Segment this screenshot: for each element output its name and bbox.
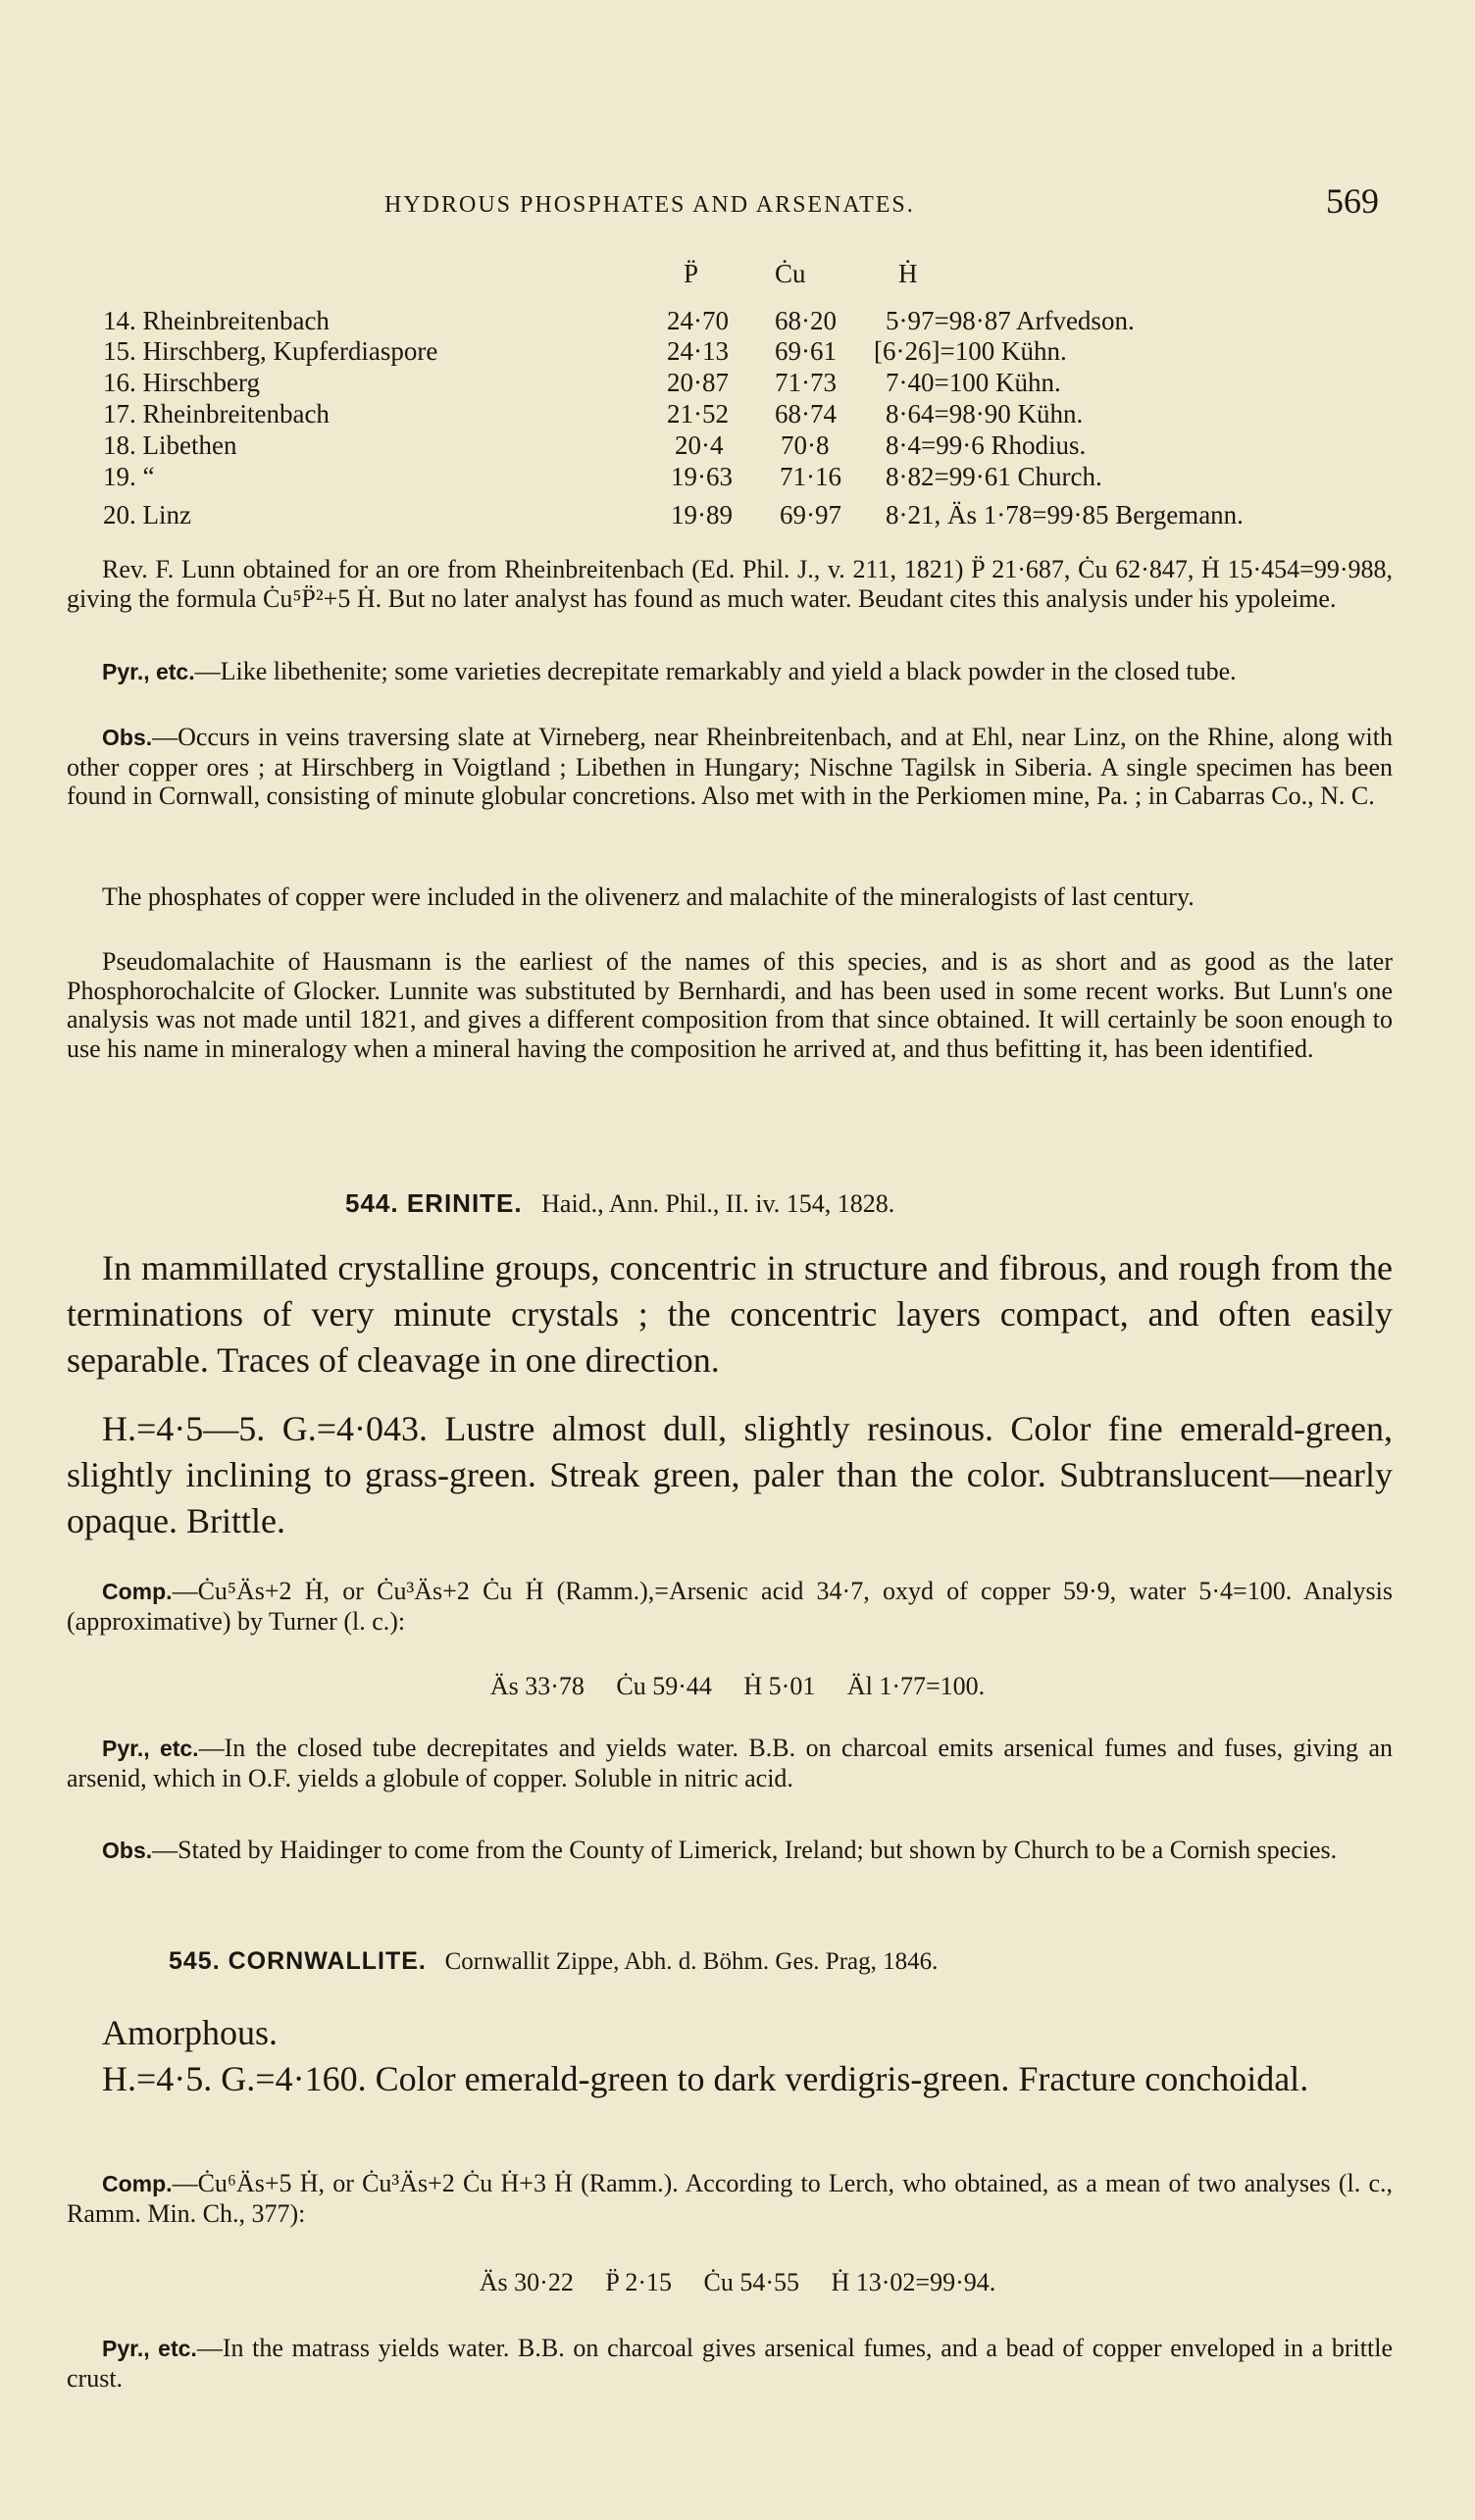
table-row-rest: 8·64=98·90 Kühn. [886, 399, 1084, 428]
erinite-description: In mammillated crystalline groups, concentric in structure and fibrous, and rough from the terminations of very minute crystals ; the concentric layers compact, and often easily separable. Traces of cleavage in one direction. [67, 1248, 1393, 1380]
erinite-obs-paragraph [67, 1836, 1393, 1866]
erinite-reference: Haid., Ann. Phil., II. iv. 154, 1828. [541, 1189, 895, 1218]
cornwallite-comp-text: —Ċu⁶Äs+5 Ḣ, or Ċu³Äs+2 Ċu Ḣ+3 Ḣ (Ramm.). According to Lerch, who obtained, as a mean of two analyses (l. c., Ramm. Min. Ch., 377): [67, 2169, 1393, 2228]
table-row-cu: 71·16 [780, 462, 841, 491]
table-row-cu: 69·61 [775, 336, 837, 366]
erinite-comp-text: —Ċu⁵Äs+2 Ḣ, or Ċu³Äs+2 Ċu Ḣ (Ramm.),=Arsenic acid 34·7, oxyd of copper 59·9, water 5·4=100. Analysis (approximative) by Turner (l. c.): [67, 1577, 1393, 1636]
comp-label: Comp. [102, 2171, 173, 2196]
cornwallite-pyr-text: —In the matrass yields water. B.B. on charcoal gives arsenical fumes, and a bead of copper enveloped in a brittle crust. [67, 2334, 1393, 2393]
table-row-name: 14. Rheinbreitenbach [103, 306, 330, 335]
phosphates-paragraph: The phosphates of copper were included in the olivenerz and malachite of the mineralogists of last century. [102, 882, 1195, 911]
table-row-rest: 5·97=98·87 Arfvedson. [886, 306, 1135, 335]
table-row-rest: 8·4=99·6 Rhodius. [886, 430, 1087, 460]
comp-label: Comp. [102, 1579, 173, 1604]
erinite-properties: H.=4·5—5. G.=4·043. Lustre almost dull, slightly resinous. Color fine emerald-green, slightly inclining to grass-green. Streak green, paler than the color. Subtranslucent—nearly opaque. Brittle. [67, 1409, 1393, 1540]
erinite-title: 544. ERINITE. [345, 1188, 523, 1218]
table-row-cu: 68·20 [775, 306, 837, 335]
table-row-name: 15. Hirschberg, Kupferdiaspore [103, 336, 438, 366]
table-row-name: 17. Rheinbreitenbach [103, 399, 330, 428]
erinite-pyr-text: —In the closed tube decrepitates and yields water. B.B. on charcoal emits arsenical fumes and fuses, giving an arsenid, which in O.F. yields a globule of copper. Soluble in nitric acid. [67, 1734, 1393, 1792]
pyr-paragraph [67, 657, 1393, 687]
cornwallite-composition [67, 2169, 1393, 2228]
column-header-h: Ḣ [898, 259, 918, 288]
cornwallite-properties: H.=4·5. G.=4·160. Color emerald-green to dark verdigris-green. Fracture conchoidal. [102, 2059, 1309, 2098]
table-row-cu: 71·73 [775, 368, 837, 397]
running-title: HYDROUS PHOSPHATES AND ARSENATES. [384, 192, 915, 218]
table-row-rest: 8·21, Äs 1·78=99·85 Bergemann. [886, 500, 1244, 529]
table-row-name: 16. Hirschberg [103, 368, 260, 397]
table-row-rest: [6·26]=100 Kühn. [874, 336, 1067, 366]
table-row-name: 18. Libethen [103, 430, 237, 460]
lunn-paragraph: Rev. F. Lunn obtained for an ore from Rheinbreitenbach (Ed. Phil. J., v. 211, 1821) P̈ 21·687, Ċu 62·847, Ḣ 15·454=99·988, giving the formula Ċu⁵P̈²+5 Ḣ. But no later analyst has found as much water. Beudant cites this analysis under his ypoleime. [67, 555, 1393, 613]
obs-label: Obs. [102, 1838, 153, 1863]
table-row-cu: 70·8 [781, 430, 830, 460]
column-header-p: P̈ [684, 259, 699, 288]
table-row-rest: 8·82=99·61 Church. [886, 462, 1102, 491]
cornwallite-title: 545. CORNWALLITE. [169, 1947, 427, 1975]
obs-label: Obs. [102, 725, 153, 750]
table-row-rest: 7·40=100 Kühn. [886, 368, 1061, 397]
column-header-cu: Ċu [775, 259, 806, 288]
erinite-pyr-paragraph [67, 1734, 1393, 1792]
pyr-label: Pyr., etc. [102, 2336, 197, 2361]
cornwallite-reference: Cornwallit Zippe, Abh. d. Böhm. Ges. Prag, 1846. [444, 1948, 939, 1975]
cornwallite-heading [169, 1947, 938, 1976]
cornwallite-amorphous: Amorphous. [102, 2013, 278, 2052]
cornwallite-analysis: Äs 30·22 P̈ 2·15 Ċu 54·55 Ḣ 13·02=99·94. [479, 2268, 996, 2296]
table-row-p: 24·70 [667, 306, 729, 335]
table-row-p: 19·63 [671, 462, 733, 491]
cornwallite-pyr-paragraph [67, 2334, 1393, 2393]
table-row-name: 20. Linz [103, 500, 191, 529]
obs-paragraph [67, 723, 1393, 811]
pyr-label: Pyr., etc. [102, 659, 195, 684]
table-row-p: 19·89 [671, 500, 733, 529]
erinite-heading [345, 1188, 894, 1219]
page-number: 569 [1326, 181, 1379, 221]
table-row-p: 21·52 [667, 399, 729, 428]
table-row-cu: 68·74 [775, 399, 837, 428]
erinite-analysis: Äs 33·78 Ċu 59·44 Ḣ 5·01 Äl 1·77=100. [489, 1672, 986, 1700]
table-row-cu: 69·97 [780, 500, 841, 529]
table-row-p: 24·13 [667, 336, 729, 366]
obs-text: —Occurs in veins traversing slate at Virneberg, near Rheinbreitenbach, and at Ehl, near Linz, on the Rhine, along with other copper ores ; at Hirschberg in Voigtland ; Libethen in Hungary; Nischne Tagilsk in Siberia. A single specimen has been found in Cornwall, consisting of minute globular concretions. Also met with in the Perkiomen mine, Pa. ; in Cabarras Co., N. C. [67, 723, 1393, 810]
table-row-name: 19. “ [103, 462, 155, 491]
pyr-text: —Like libethenite; some varieties decrepitate remarkably and yield a black powder in the closed tube. [194, 657, 1237, 685]
table-row-p: 20·87 [667, 368, 729, 397]
pseudomalachite-paragraph: Pseudomalachite of Hausmann is the earliest of the names of this species, and is as short and as good as the later Phosphorochalcite of Glocker. Lunnite was substituted by Bernhardi, and has been used in some recent works. But Lunn's one analysis was not made until 1821, and gives a different composition from that since obtained. It will certainly be soon enough to use his name in mineralogy when a mineral having the composition he arrived at, and thus befitting it, has been identified. [67, 947, 1393, 1063]
erinite-composition [67, 1577, 1393, 1636]
table-row-p: 20·4 [675, 430, 724, 460]
pyr-label: Pyr., etc. [102, 1736, 199, 1761]
erinite-obs-text: —Stated by Haidinger to come from the County of Limerick, Ireland; but shown by Church to be a Cornish species. [152, 1836, 1338, 1864]
